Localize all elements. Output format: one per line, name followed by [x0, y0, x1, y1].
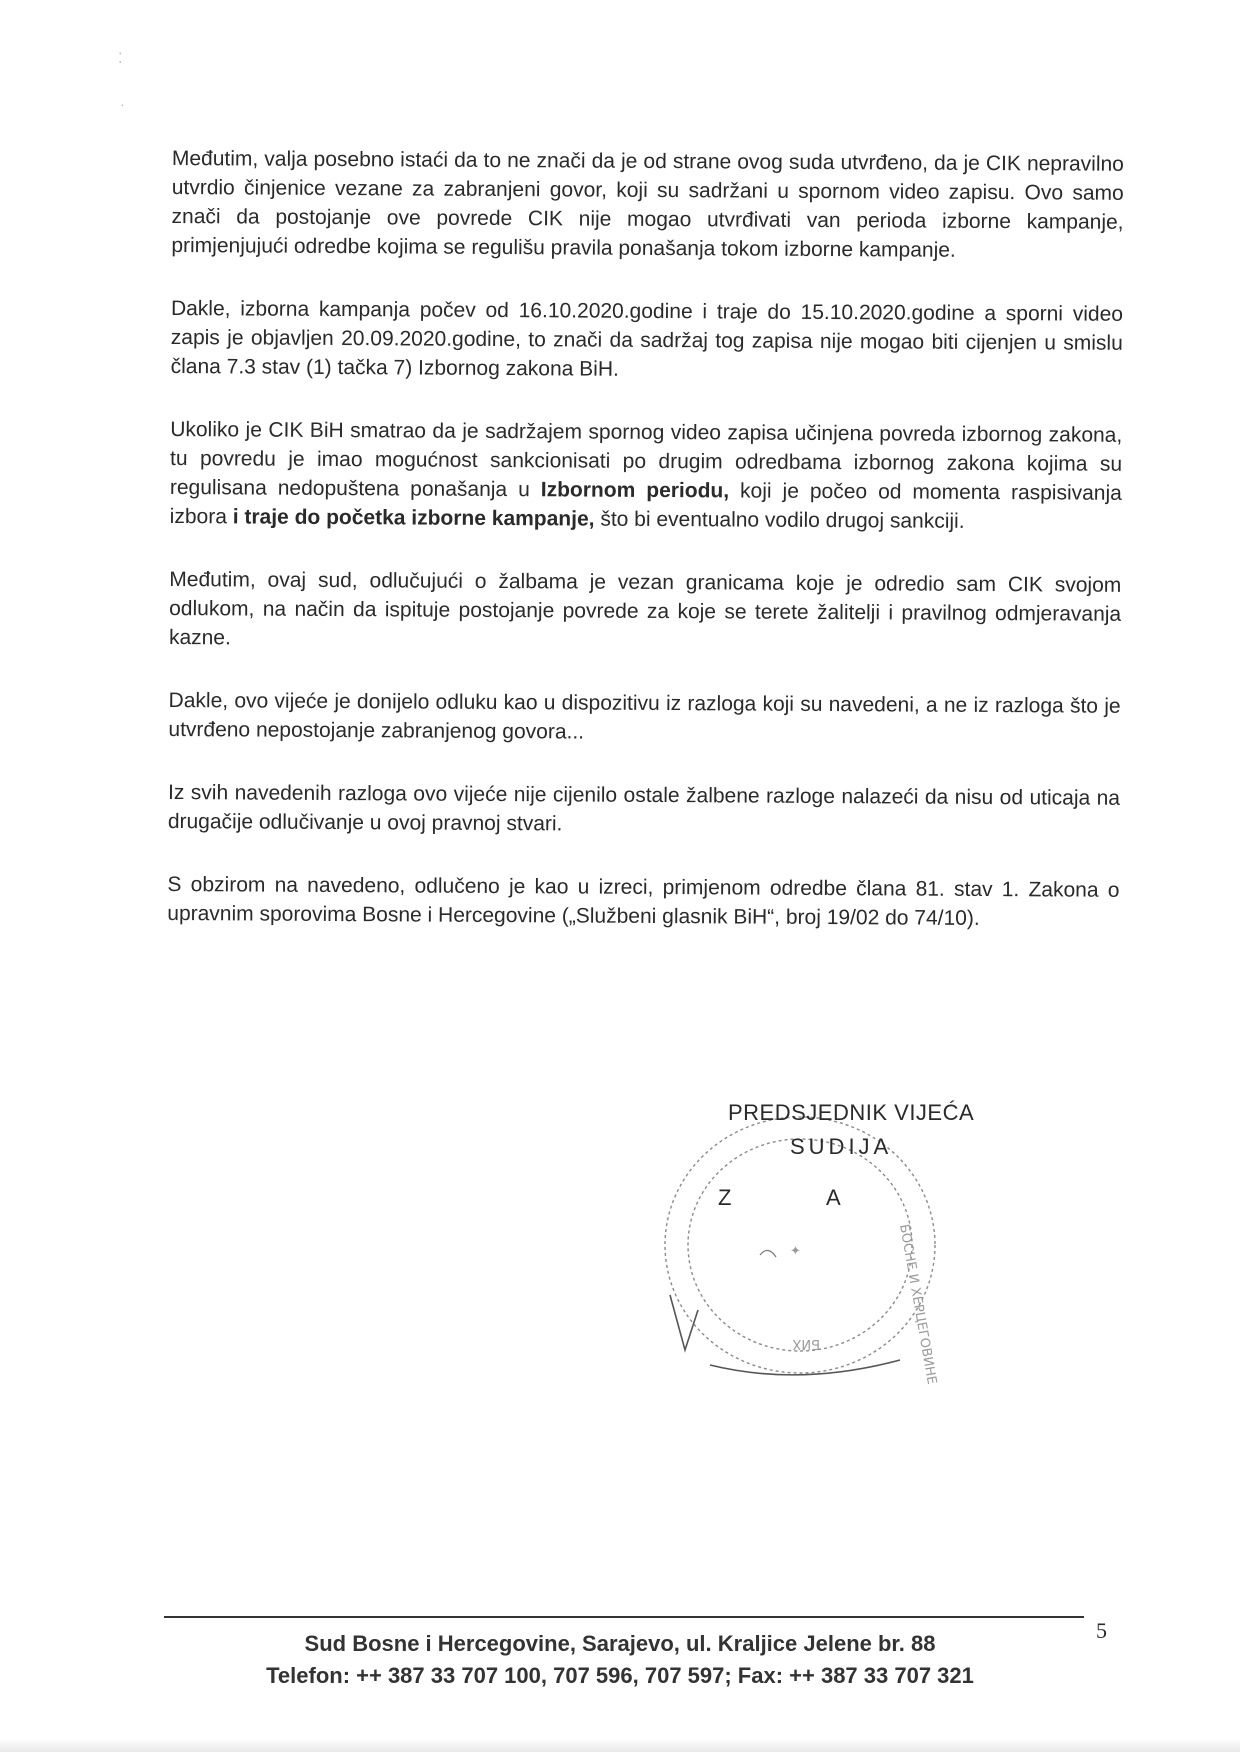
- emphasis-text: i traje do početka izborne kampanje,: [232, 505, 595, 531]
- page-number: 5: [1096, 1618, 1107, 1643]
- paragraph: Dakle, izborna kampanja počev od 16.10.2020.godine i traje do 15.10.2020.godine a sporni video zapis je objavljen 20.09.2020.godine, to znači da sadržaj tog zapisa nije mogao biti cijenjen u smislu člana 7.3 stav (1) tačka 7) Izbornog zakona BiH.: [170, 296, 1124, 381]
- paragraph: Dakle, ovo vijeće je donijelo odluku kao u dispozitivu iz razloga koji su navedeni, a ne iz razloga što je utvrđeno nepostojanje zabranjenog govora...: [168, 688, 1121, 744]
- paragraph: Međutim, ovaj sud, odlučujući o žalbama je vezan granicama koje je odredio sam CIK svojom odlukom, na način da ispituje postojanje povrede za koje se terete žalitelji i pravilnog odmjeravanja kazne.: [168, 567, 1122, 650]
- svg-text:БИХ: БИХ: [792, 1336, 820, 1351]
- scan-speck: ⁚: [118, 50, 123, 66]
- paragraph-text: što bi eventualno vodilo drugoj sankciji.: [594, 507, 965, 533]
- svg-text:БОСНЕ И ХЕРЦЕГОВИНЕ: БОСНЕ И ХЕРЦЕГОВИНЕ: [896, 1223, 940, 1385]
- court-footer: [0, 1628, 1240, 1692]
- paragraph-text: Ukoliko je CIK BiH smatrao da je sadržajem spornog video zapisa učinjena povreda izbornog zakona, tu povredu je imao mogućnost sankcionisati po drugim odredbama izbornog zakona kojima su regulisana nedopuštena ponašanja u: [169, 417, 1123, 502]
- scan-speck: ·: [120, 96, 125, 112]
- signatory-initial: A: [826, 1185, 841, 1210]
- footer-divider: [164, 1616, 1084, 1618]
- svg-text:✦: ✦: [790, 1244, 801, 1259]
- footer-address: Sud Bosne i Hercegovine, Sarajevo, ul. Kraljice Jelene br. 88: [304, 1631, 936, 1656]
- scan-edge: [0, 1738, 1240, 1752]
- emphasis-text: Izbornom periodu,: [540, 478, 730, 503]
- signature-block: [640, 1100, 1040, 1390]
- signatory-initial: Z: [718, 1185, 732, 1210]
- signatory-title: PREDSJEDNIK VIJEĆA: [728, 1100, 975, 1125]
- paragraph: [170, 415, 1123, 537]
- footer-contact: Telefon: ++ 387 33 707 100, 707 596, 707 597; Fax: ++ 387 33 707 321: [266, 1663, 974, 1688]
- paragraph: S obzirom na navedeno, odlučeno je kao u izreci, primjenom odredbe člana 81. stav 1. Zakona o upravnim sporovima Bosne i Hercegovine („Službeni glasnik BiH“, broj 19/02 do 74/10).: [167, 872, 1120, 930]
- paragraph: Iz svih navedenih razloga ovo vijeće nije cijenilo ostale žalbene razloge nalazeći da nisu od uticaja na drugačije odlučivanje u ovoj pravnoj stvari.: [167, 780, 1121, 836]
- paragraph: Međutim, valja posebno istaći da to ne znači da je od strane ovog suda utvrđeno, da je CIK nepravilno utvrdio činjenice vezane za zabranjeni govor, koji su sadržani u spornom video zapisu. Ovo samo znači da postojanje ove povrede CIK nije mogao utvrđivati van perioda izborne kampanje, primjenjujući odredbe kojima se regulišu pravila ponašanja tokom izborne kampanje.: [171, 146, 1124, 262]
- decision-body: [167, 144, 1124, 968]
- paragraph-text: koji je počeo od momenta raspisivanja izbora: [169, 479, 1122, 529]
- signatory-role: SUDIJA: [790, 1134, 893, 1159]
